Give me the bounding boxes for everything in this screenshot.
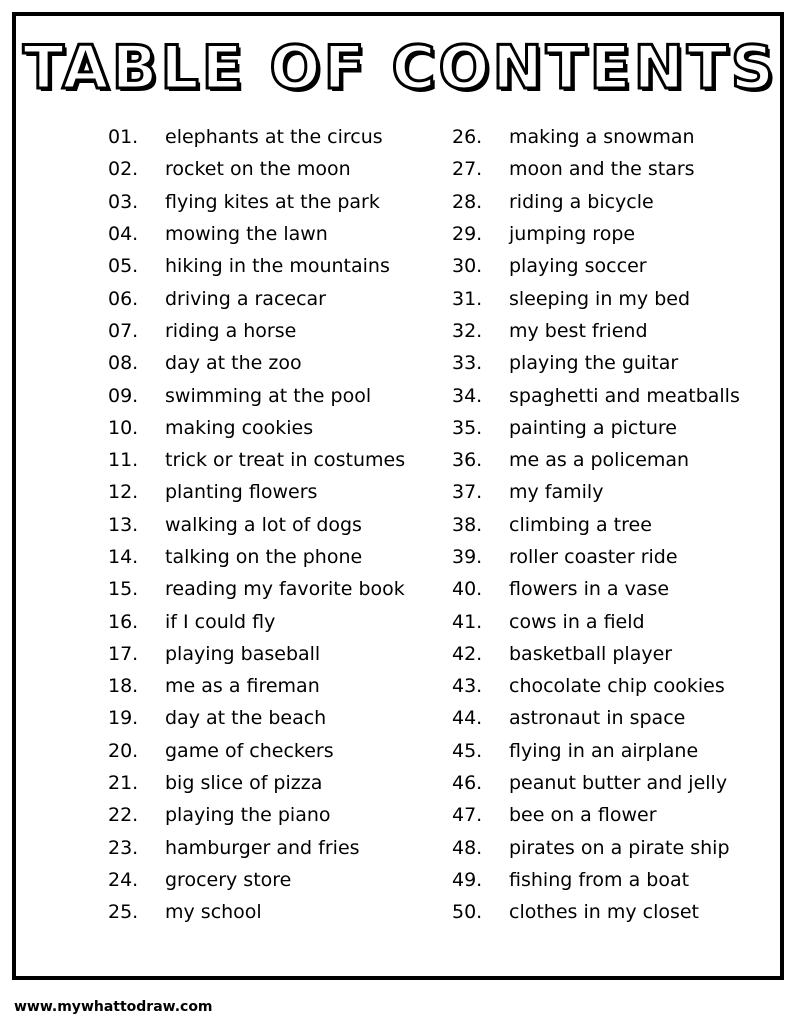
entry-number: 32.: [452, 319, 483, 342]
contents-entry: [452, 638, 740, 670]
entry-label: jumping rope: [509, 223, 636, 246]
entry-number: 49.: [452, 868, 483, 891]
contents-entry: [108, 767, 405, 799]
entry-label: making a snowman: [509, 126, 695, 149]
entry-number: 43.: [452, 675, 483, 698]
contents-entry: [108, 444, 405, 476]
entry-number: 39.: [452, 546, 483, 568]
contents-entry: [452, 767, 740, 799]
entry-label: me as a fireman: [165, 675, 320, 698]
contents-entry: [108, 509, 405, 541]
entry-label: clothes in my closet: [509, 901, 700, 924]
contents-entry: [108, 379, 405, 411]
entry-number: 10.: [108, 416, 139, 439]
entry-label: fishing from a boat: [509, 868, 690, 891]
entry-label: mowing the lawn: [165, 223, 328, 246]
entry-number: 36.: [452, 449, 483, 472]
contents-entry: [108, 315, 405, 347]
entry-label: reading my favorite book: [165, 578, 405, 601]
contents-column-right: [452, 121, 740, 928]
contents-entry: [452, 476, 740, 508]
contents-entry: [452, 605, 740, 637]
entry-number: 18.: [108, 675, 139, 698]
entry-number: 01.: [108, 126, 139, 149]
entry-number: 13.: [108, 513, 139, 536]
contents-entry: [452, 670, 740, 702]
entry-label: walking a lot of dogs: [165, 513, 362, 536]
entry-label: game of checkers: [165, 739, 334, 762]
entry-number: 19.: [108, 707, 139, 730]
entry-number: 08.: [108, 352, 139, 375]
contents-entry: [452, 444, 740, 476]
entry-number: 42.: [452, 642, 483, 665]
entry-label: painting a picture: [509, 416, 677, 439]
contents-entry: [452, 702, 740, 734]
entry-number: 04.: [108, 223, 139, 246]
entry-number: 09.: [108, 384, 139, 407]
entry-number: 28.: [452, 190, 483, 213]
entry-number: 47.: [452, 804, 483, 827]
contents-entry: [452, 347, 740, 379]
entry-number: 11.: [108, 449, 139, 472]
entry-label: swimming at the pool: [165, 384, 372, 407]
page-title: TABLE OF CONTENTS: [23, 33, 777, 103]
entry-number: 15.: [108, 578, 139, 601]
contents-entry: [108, 282, 405, 314]
entry-number: 23.: [108, 836, 139, 859]
entry-number: 38.: [452, 513, 483, 536]
entry-label: big slice of pizza: [165, 772, 323, 795]
contents-entry: [108, 799, 405, 831]
entry-number: 17.: [108, 642, 139, 665]
entry-label: astronaut in space: [509, 707, 686, 730]
contents-entry: [452, 315, 740, 347]
entry-label: chocolate chip cookies: [509, 675, 725, 698]
entry-label: climbing a tree: [509, 513, 652, 536]
entry-label: flying kites at the park: [165, 190, 380, 213]
entry-number: 31.: [452, 287, 483, 310]
contents-entry: [108, 832, 405, 864]
contents-entry: [108, 638, 405, 670]
entry-label: flowers in a vase: [509, 578, 670, 601]
contents-entry: [108, 218, 405, 250]
entry-label: talking on the phone: [165, 546, 363, 568]
contents-entry: [108, 347, 405, 379]
contents-entry: [108, 735, 405, 767]
entry-label: my family: [509, 481, 604, 504]
entry-number: 29.: [452, 223, 483, 246]
entry-number: 30.: [452, 255, 483, 278]
entry-number: 44.: [452, 707, 483, 730]
contents-entry: [108, 250, 405, 282]
contents-entry: [452, 541, 740, 573]
contents-entry: [452, 864, 740, 896]
entry-label: basketball player: [509, 642, 673, 665]
entry-label: riding a horse: [165, 319, 297, 342]
entry-label: grocery store: [165, 868, 292, 891]
contents-entry: [452, 379, 740, 411]
contents-entry: [108, 896, 405, 928]
entry-number: 41.: [452, 610, 483, 633]
entry-number: 35.: [452, 416, 483, 439]
contents-entry: [108, 153, 405, 185]
contents-entry: [108, 864, 405, 896]
entry-label: roller coaster ride: [509, 546, 678, 568]
entry-number: 02.: [108, 158, 139, 181]
entry-number: 06.: [108, 287, 139, 310]
contents-entry: [108, 541, 405, 573]
contents-entry: [452, 153, 740, 185]
contents-entry: [452, 832, 740, 864]
entry-label: day at the zoo: [165, 352, 302, 375]
entry-number: 21.: [108, 772, 139, 795]
contents-entry: [452, 573, 740, 605]
contents-entry: [452, 412, 740, 444]
entry-label: riding a bicycle: [509, 190, 654, 213]
entry-label: if I could fly: [165, 610, 276, 633]
entry-number: 33.: [452, 352, 483, 375]
entry-number: 37.: [452, 481, 483, 504]
entry-label: bee on a flower: [509, 804, 657, 827]
entry-label: day at the beach: [165, 707, 327, 730]
entry-label: making cookies: [165, 416, 314, 439]
entry-number: 03.: [108, 190, 139, 213]
contents-entry: [108, 186, 405, 218]
entry-number: 12.: [108, 481, 139, 504]
entry-label: trick or treat in costumes: [165, 449, 406, 472]
entry-label: pirates on a pirate ship: [509, 836, 730, 859]
entry-number: 16.: [108, 610, 139, 633]
entry-label: rocket on the moon: [165, 158, 351, 181]
entry-label: peanut butter and jelly: [509, 772, 728, 795]
entry-label: driving a racecar: [165, 287, 326, 310]
contents-entry: [452, 282, 740, 314]
entry-number: 22.: [108, 804, 139, 827]
entry-number: 26.: [452, 126, 483, 149]
contents-entry: [108, 702, 405, 734]
entry-label: playing baseball: [165, 642, 321, 665]
entry-label: playing the guitar: [509, 352, 679, 375]
entry-label: my school: [165, 901, 262, 924]
contents-entry: [108, 605, 405, 637]
entry-number: 27.: [452, 158, 483, 181]
entry-label: spaghetti and meatballs: [509, 384, 740, 407]
contents-entry: [452, 186, 740, 218]
contents-entry: [452, 509, 740, 541]
entry-number: 07.: [108, 319, 139, 342]
entry-number: 45.: [452, 739, 483, 762]
entry-label: elephants at the circus: [165, 126, 383, 149]
entry-label: playing soccer: [509, 255, 647, 278]
contents-entry: [452, 218, 740, 250]
contents-entry: [108, 476, 405, 508]
contents-entry: [108, 412, 405, 444]
contents-entry: [108, 670, 405, 702]
contents-column-left: [108, 121, 405, 928]
entry-label: flying in an airplane: [509, 739, 699, 762]
entry-label: planting flowers: [165, 481, 318, 504]
entry-number: 34.: [452, 384, 483, 407]
entry-number: 25.: [108, 901, 139, 924]
entry-number: 20.: [108, 739, 139, 762]
contents-entry: [452, 250, 740, 282]
footer-url: www.mywhattodraw.com: [14, 999, 213, 1015]
entry-label: sleeping in my bed: [509, 287, 691, 310]
contents-entry: [452, 896, 740, 928]
entry-label: moon and the stars: [509, 158, 695, 181]
contents-entry: [452, 735, 740, 767]
contents-entry: [452, 121, 740, 153]
entry-number: 40.: [452, 578, 483, 601]
entry-number: 24.: [108, 868, 139, 891]
contents-entry: [108, 573, 405, 605]
entry-label: cows in a field: [509, 610, 645, 633]
entry-label: my best friend: [509, 319, 648, 342]
entry-number: 46.: [452, 772, 483, 795]
entry-label: me as a policeman: [509, 449, 690, 472]
entry-number: 48.: [452, 836, 483, 859]
entry-label: hiking in the mountains: [165, 255, 390, 278]
entry-number: 50.: [452, 901, 483, 924]
contents-entry: [108, 121, 405, 153]
entry-number: 05.: [108, 255, 139, 278]
entry-label: playing the piano: [165, 804, 331, 827]
entry-number: 14.: [108, 546, 139, 568]
contents-entry: [452, 799, 740, 831]
entry-label: hamburger and fries: [165, 836, 360, 859]
